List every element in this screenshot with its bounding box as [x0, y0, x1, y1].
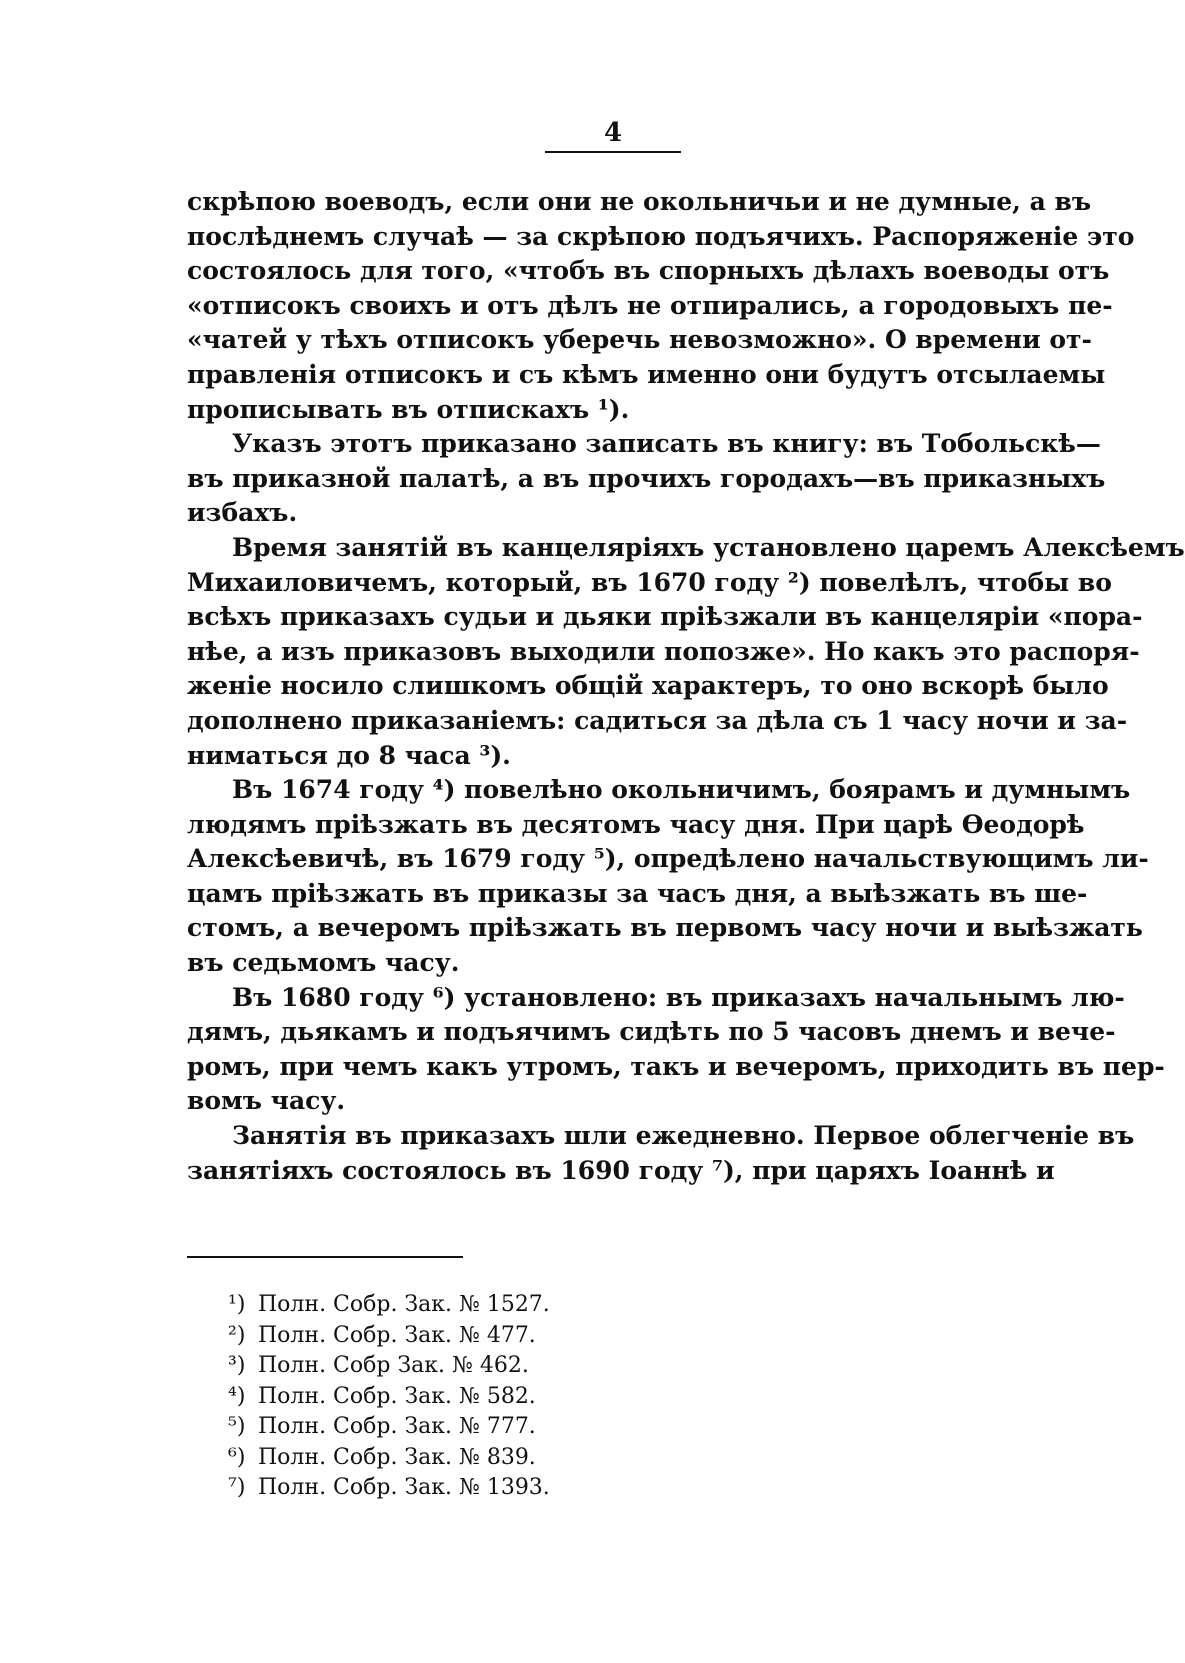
footnote-text: Полн. Собр. Зак. № 582.	[258, 1383, 536, 1409]
text-line: Алексѣевичѣ, въ 1679 году ⁵), опредѣлено начальствующимъ ли-	[187, 844, 1149, 874]
footnote-mark: ⁴)	[228, 1383, 246, 1409]
footnote	[228, 1351, 748, 1382]
footnote	[228, 1473, 748, 1504]
text-line: дямъ, дьякамъ и подъячимъ сидѣть по 5 часовъ днемъ и вече-	[187, 1017, 1116, 1047]
text-line: нѣе, а изъ приказовъ выходили попозже». Но какъ это распоря-	[187, 636, 1140, 666]
text-line: Въ 1680 году ⁶) установлено: въ приказахъ начальнымъ лю-	[232, 982, 1125, 1012]
footnote-rule	[187, 1256, 463, 1258]
footnote-mark: ⁷)	[228, 1475, 246, 1500]
footnote-text: Полн. Собр. Зак. № 1393.	[258, 1475, 550, 1500]
text-line: занятіяхъ состоялось въ 1690 году ⁷), при царяхъ Іоаннѣ и	[187, 1155, 1055, 1185]
footnotes	[228, 1290, 748, 1504]
text-line: избахъ.	[187, 498, 298, 528]
text-line: прописывать въ отпискахъ ¹).	[187, 394, 630, 424]
text-line: въ приказной палатѣ, а въ прочихъ городахъ—въ приказныхъ	[187, 463, 1106, 493]
text-line: правленія отписокъ и съ кѣмъ именно они будутъ отсылаемы	[187, 359, 1106, 389]
text-line: «чатей у тѣхъ отписокъ уберечь невозможно». О времени от-	[187, 325, 1092, 355]
page-number-rule	[545, 151, 681, 153]
text-line: Время занятій въ канцеляріяхъ установлено царемъ Алексѣемъ	[232, 532, 1185, 562]
text-line: дополнено приказаніемъ: садиться за дѣла съ 1 часу ночи и за-	[187, 705, 1128, 735]
footnote-mark: ²)	[228, 1322, 246, 1348]
footnote-text: Полн. Собр. Зак. № 1527.	[258, 1292, 550, 1317]
footnote	[228, 1382, 748, 1413]
text-line: цамъ пріѣзжать въ приказы за часъ дня, а выѣзжать въ ше-	[187, 878, 1088, 908]
footnote-mark: ⁶)	[228, 1444, 246, 1470]
text-line: ниматься до 8 часа ³).	[187, 740, 511, 770]
text-line: женіе носило слишкомъ общій характеръ, то оно вскорѣ было	[187, 671, 1109, 701]
text-line: ромъ, при чемъ какъ утромъ, такъ и вечеромъ, приходить въ пер-	[187, 1051, 1165, 1081]
footnote-mark: ³)	[228, 1353, 246, 1378]
footnote	[228, 1290, 748, 1321]
footnote-mark: ¹)	[228, 1292, 246, 1317]
footnote-mark: ⁵)	[228, 1414, 246, 1439]
text-line: всѣхъ приказахъ судьи и дьяки пріѣзжали въ канцеляріи «пора-	[187, 602, 1143, 632]
text-line: людямъ пріѣзжать въ десятомъ часу дня. При царѣ Өеодорѣ	[187, 809, 1085, 839]
text-line: Михаиловичемъ, который, въ 1670 году ²) повелѣлъ, чтобы во	[187, 567, 1112, 597]
footnote-text: Полн. Собр Зак. № 462.	[258, 1353, 529, 1378]
footnote-text: Полн. Собр. Зак. № 839.	[258, 1444, 536, 1470]
body-text	[187, 185, 1185, 1188]
footnote	[228, 1412, 748, 1443]
text-line: «отписокъ своихъ и отъ дѣлъ не отпирались, а городовыхъ пе-	[187, 290, 1113, 320]
footnote	[228, 1321, 748, 1352]
text-line: Указъ этотъ приказано записать въ книгу: въ Тобольскѣ—	[232, 429, 1101, 459]
text-line: послѣднемъ случаѣ — за скрѣпою подъячихъ. Распоряженіе это	[187, 221, 1135, 251]
text-line: вомъ часу.	[187, 1086, 346, 1116]
page-number: 4	[603, 118, 623, 148]
footnote-text: Полн. Собр. Зак. № 477.	[258, 1322, 536, 1348]
text-line: Занятія въ приказахъ шли ежедневно. Первое облегченіе въ	[232, 1121, 1135, 1151]
text-line: стомъ, а вечеромъ пріѣзжать въ первомъ часу ночи и выѣзжать	[187, 913, 1143, 943]
footnote	[228, 1443, 748, 1474]
text-line: въ седьмомъ часу.	[187, 948, 460, 978]
text-line: Въ 1674 году ⁴) повелѣно окольничимъ, боярамъ и думнымъ	[232, 775, 1131, 805]
footnote-text: Полн. Собр. Зак. № 777.	[258, 1414, 536, 1439]
text-line: состоялось для того, «чтобъ въ спорныхъ дѣлахъ воеводы отъ	[187, 256, 1110, 286]
text-line: скрѣпою воеводъ, если они не окольничьи и не думные, а въ	[187, 187, 1092, 216]
